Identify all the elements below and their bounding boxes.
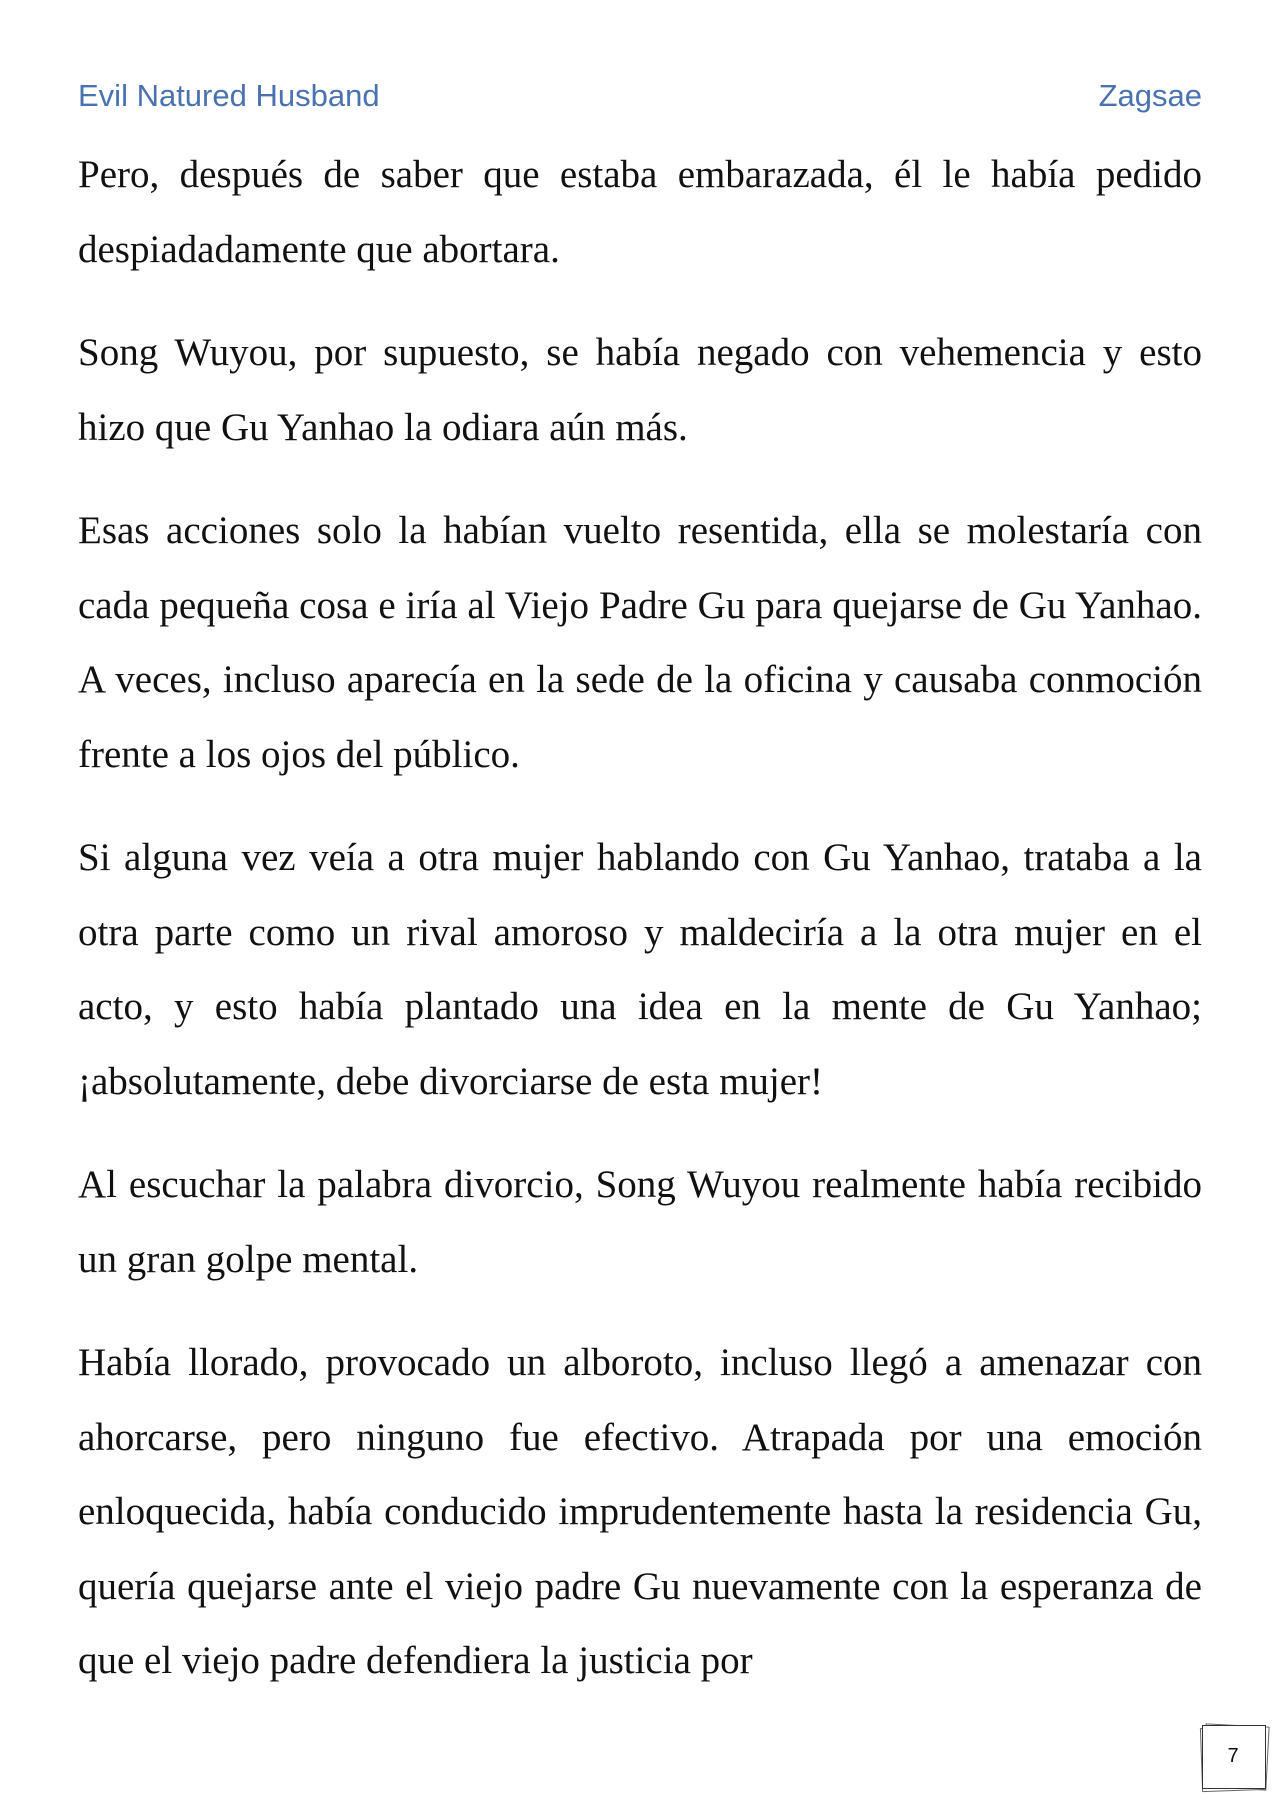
paragraph: Song Wuyou, por supuesto, se había negado con vehemencia y esto hizo que Gu Yanhao la odiara aún más.	[78, 331, 1202, 449]
header-author: Zagsae	[1098, 78, 1202, 113]
body-text	[78, 138, 1202, 1728]
header-book-title: Evil Natured Husband	[78, 78, 380, 113]
page-number: 7	[1227, 1744, 1239, 1767]
page-number-stack	[1198, 1721, 1272, 1793]
paragraph: Si alguna vez veía a otra mujer hablando con Gu Yanhao, trataba a la otra parte como un rival amoroso y maldeciría a la otra mujer en el acto, y esto había plantado una idea en la mente de Gu Yanhao; ¡absolutamente, debe divorciarse de esta mujer!	[78, 836, 1202, 1103]
paragraph: Al escuchar la palabra divorcio, Song Wuyou realmente había recibido un gran golpe mental.	[78, 1163, 1202, 1281]
page-header	[78, 78, 1202, 118]
paragraph: Había llorado, provocado un alboroto, incluso llegó a amenazar con ahorcarse, pero ninguno fue efectivo. Atrapada por una emoción enloquecida, había conducido imprudentemente hasta la residencia Gu, quería quejarse ante el viejo padre Gu nuevamente con la esperanza de que el viejo padre defendiera la justicia por	[78, 1341, 1202, 1682]
paragraph: Esas acciones solo la habían vuelto resentida, ella se molestaría con cada pequeña cosa e iría al Viejo Padre Gu para quejarse de Gu Yanhao. A veces, incluso aparecía en la sede de la oficina y causaba conmoción frente a los ojos del público.	[78, 509, 1202, 776]
paragraph: Pero, después de saber que estaba embarazada, él le había pedido despiadadamente que abortara.	[78, 153, 1202, 271]
